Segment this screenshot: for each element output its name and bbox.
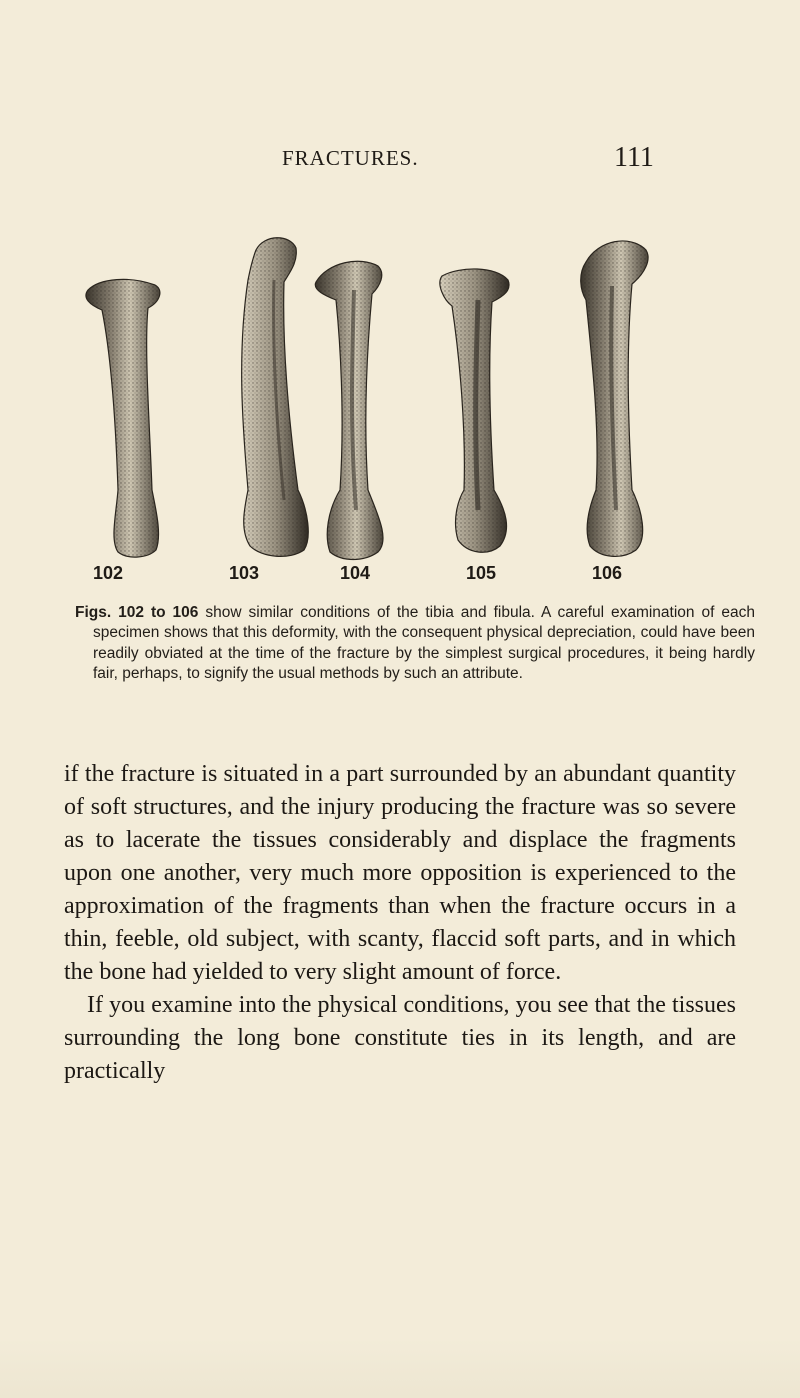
fig-number-105: 105: [466, 563, 497, 583]
bone-105: [440, 269, 509, 552]
bone-106: [581, 241, 648, 556]
bone-102: [86, 279, 160, 557]
page-header: [0, 142, 800, 186]
caption-text: show similar conditions of the tibia and fibula. A careful examination of each specimen shows that this deformity, with the consequent physical depreciation, could have been readily obviated at the time of the fracture by the simplest surgical procedures, it being hardly fair, perhaps, to signify the usual methods by such an attribute.: [93, 604, 755, 682]
paragraph-2: If you examine into the physical conditions, you see that the tissues surrounding the long bone constitute ties in its length, and are practically: [64, 992, 736, 1084]
fig-number-104: 104: [340, 563, 371, 583]
page-edge: [0, 1338, 800, 1398]
bone-illustrations: [60, 190, 760, 570]
page-number: 111: [614, 142, 654, 173]
body-text: [64, 758, 736, 1088]
paragraph-1: if the fracture is situated in a part surrounded by an abundant quantity of soft structures, and the injury producing the fracture was so severe as to lacerate the tissues considerably and displace the fragments upon one another, very much more opposition is experienced to the approximation of the fragments than when the fracture occurs in a thin, feeble, old subject, with scanty, flaccid soft parts, and in which the bone had yielded to very slight amount of force.: [64, 761, 736, 985]
fig-number-102: 102: [93, 563, 124, 583]
bone-103: [242, 238, 309, 557]
fig-number-103: 103: [229, 563, 260, 583]
bone-104: [315, 261, 383, 559]
figure-caption: [75, 603, 755, 684]
caption-label: Figs. 102 to 106: [75, 604, 199, 621]
running-head: FRACTURES.: [282, 146, 419, 170]
fig-number-106: 106: [592, 563, 623, 583]
bone-figure: [60, 190, 760, 600]
